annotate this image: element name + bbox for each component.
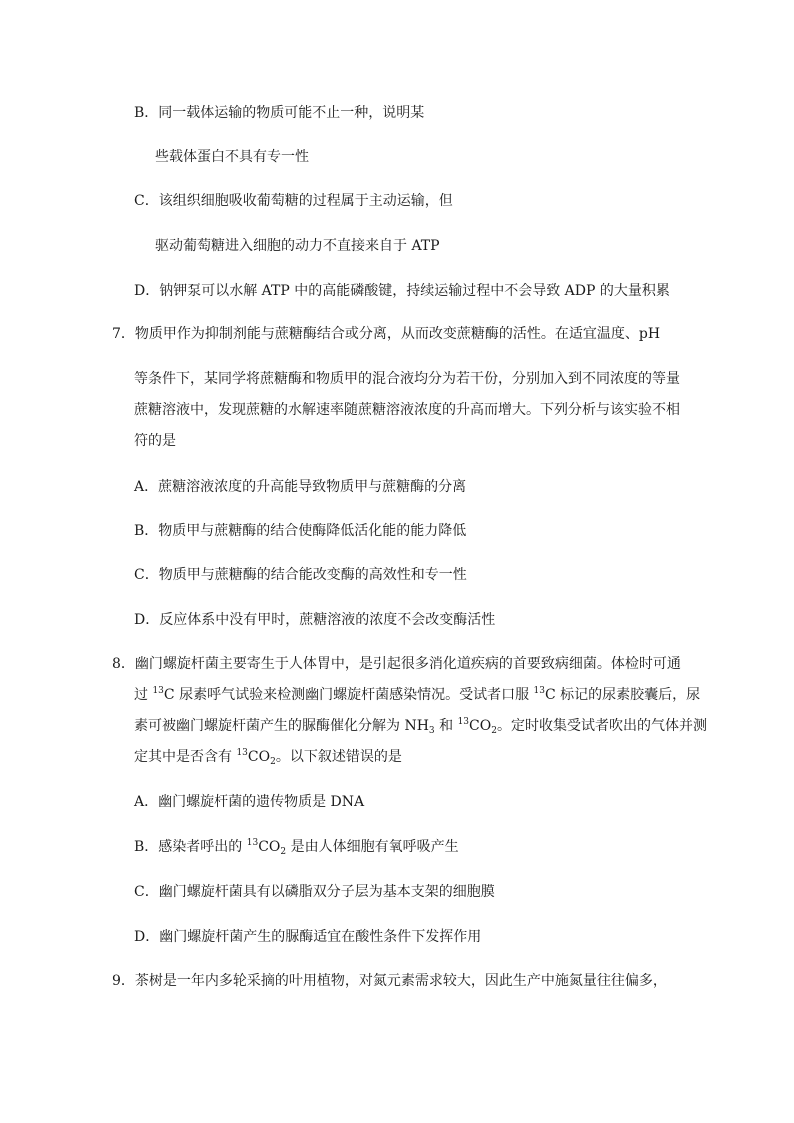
q7-option-d: D．反应体系中没有甲时，蔗糖溶液的浓度不会改变酶活性 — [134, 612, 496, 628]
q7-stem-line2: 等条件下，某同学将蔗糖酶和物质甲的混合液均分为若干份，分别加入到不同浓度的等量 — [134, 371, 680, 387]
q9-stem-line1: 9．茶树是一年内多轮采摘的叶用植物，对氮元素需求较大，因此生产中施氮量往往偏多， — [112, 973, 667, 989]
q8-stem-line4: 定其中是否含有 $^{13}CO_2$。以下叙述错误的是 — [134, 748, 402, 767]
q7-stem-line4: 符的是 — [134, 433, 176, 449]
q7-option-a: A．蔗糖溶液浓度的升高能导致物质甲与蔗糖酶的分离 — [134, 479, 467, 495]
q6-option-c-line2: 驱动葡萄糖进入细胞的动力不直接来自于 ATP — [155, 238, 440, 254]
q7-option-b: B．物质甲与蔗糖酶的结合使酶降低活化能的能力降低 — [134, 523, 467, 539]
q6-option-c-line1: C．该组织细胞吸收葡萄糖的过程属于主动运输，但 — [134, 193, 453, 209]
q8-option-c: C．幽门螺旋杆菌具有以磷脂双分子层为基本支架的细胞膜 — [134, 884, 495, 900]
q8-stem-line2: 过 $^{13}$C 尿素呼气试验来检测幽门螺旋杆菌感染情况。受试者口服 $^{13}$C 标记的尿素胶囊后，尿 — [134, 686, 701, 703]
q7-option-c: C．物质甲与蔗糖酶的结合能改变酶的高效性和专一性 — [134, 567, 467, 583]
q6-option-b-line1: B．同一载体运输的物质可能不止一种，说明某 — [134, 105, 425, 121]
q6-option-b-line2: 些载体蛋白不具有专一性 — [155, 149, 309, 165]
q7-stem-line1: 7．物质甲作为抑制剂能与蔗糖酶结合或分离，从而改变蔗糖酶的活性。在适宜温度、pH — [112, 326, 661, 342]
q8-stem-line1: 8．幽门螺旋杆菌主要寄生于人体胃中，是引起很多消化道疾病的首要致病细菌。体检时可通 — [112, 656, 681, 672]
q8-option-d: D．幽门螺旋杆菌产生的脲酶适宜在酸性条件下发挥作用 — [134, 929, 482, 945]
q8-option-a: A．幽门螺旋杆菌的遗传物质是 DNA — [134, 794, 365, 810]
q8-stem-line3: 素可被幽门螺旋杆菌产生的脲酶催化分解为 $NH_3$ 和 $^{13}CO_2$。定时收集受试者吹出的气体并测 — [134, 717, 707, 736]
q6-option-d: D．钠钾泵可以水解 ATP 中的高能磷酸键，持续运输过程中不会导致 ADP 的大量积累 — [134, 283, 670, 299]
q7-stem-line3: 蔗糖溶液中，发现蔗糖的水解速率随蔗糖溶液浓度的升高而增大。下列分析与该实验不相 — [134, 402, 680, 418]
q8-option-b: B．感染者呼出的 $^{13}CO_2$ 是由人体细胞有氧呼吸产生 — [134, 838, 459, 857]
